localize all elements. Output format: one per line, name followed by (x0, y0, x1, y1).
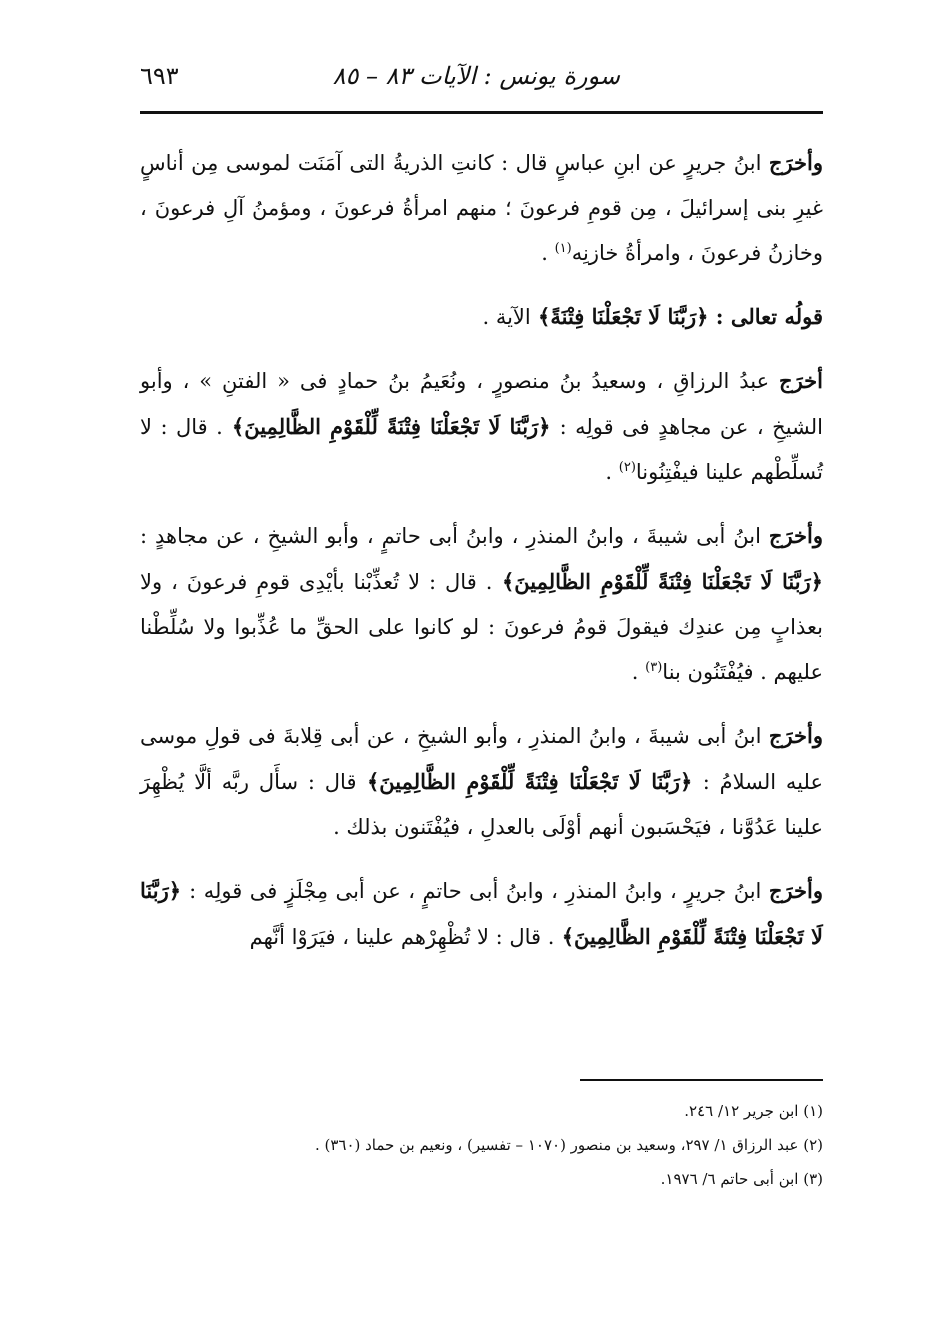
quran-verse: ﴿رَبَّنَا لَا تَجْعَلْنَا فِتْنَةً لِّلْقَوْمِ الظَّالِمِينَ﴾ (356, 769, 703, 794)
paragraph-text: الآية . (482, 305, 531, 329)
footnote-divider (580, 1079, 823, 1081)
footnote-reference: (١) (554, 241, 572, 256)
paragraph-text-continued: . قال : لا تُظْهِرْهم علينا ، فيَرَوْا أنَّهم (249, 925, 555, 949)
footnote-1: (١) ابن جرير ١٢/ ٢٤٦. (684, 1102, 823, 1120)
paragraph-text: عبدُ الرزاقِ ، وسعيدُ بنُ منصورٍ ، ونُعَيمُ بنُ حمادٍ فى « الفتنِ » ، وأبو الشيخِ ، عن مجاهدٍ فى قولِه : (140, 369, 824, 439)
paragraph-lead: وأخرَج (768, 723, 823, 748)
paragraph-6 (140, 868, 823, 960)
paragraph-end: . (541, 241, 555, 265)
paragraph-text-continued: . قال : لا تُعذِّبْنا بأيْدِى قومِ فرعونَ ، ولا بعذابٍ مِن عندِك فيقولَ قومُ فرعونَ : لو كانوا على الحقِّ ما عُذِّبوا ولا سُلِّطْنا عليهم . فيُفْتَنُون بنا (140, 570, 823, 684)
paragraph-5 (140, 713, 823, 850)
paragraph-lead: وأخرَج (768, 150, 823, 175)
paragraph-text: ابنُ أبى شيبةَ ، وابنُ المنذرِ ، وأبو الشيخِ ، عن أبى قِلابةَ فى قولِ موسى عليه السلامُ : (140, 724, 823, 794)
footnotes (140, 1094, 823, 1196)
paragraph-4 (140, 513, 823, 695)
footnote-reference: (٢) (618, 460, 636, 475)
page-header (140, 58, 820, 98)
quran-verse: ﴿رَبَّنَا لَا تَجْعَلْنَا فِتْنَةً﴾ (530, 304, 716, 329)
paragraph-lead: قولُه تعالى : (715, 304, 823, 329)
main-text (140, 140, 823, 978)
paragraph-1 (140, 140, 823, 276)
paragraph-text: ابنُ جريرٍ عن ابنِ عباسٍ قال : كانتِ الذريةُ التى آمَنَت لموسى مِن أناسٍ غيرِ بنى إسرائيلَ ، مِن قومِ فرعونَ ؛ منهم امرأةُ فرعونَ ، ومؤمنُ آلِ فرعونَ ، وخازنُ فرعونَ ، وامرأةُ خازنِه (140, 151, 823, 265)
paragraph-lead: وأخرَج (768, 878, 823, 903)
paragraph-end: . (605, 460, 619, 484)
quran-verse: ﴿رَبَّنَا لَا تَجْعَلْنَا فِتْنَةً لِّلْقَوْمِ الظَّالِمِينَ﴾ (222, 414, 560, 439)
paragraph-text-continued: قال : سأَل ربَّه ألَّا يُظْهِرَ علينا عَدُوَّنا ، فيَحْسَبون أنهم أوْلَى بالعدلِ ، فيُفْتَنون بذلك . (140, 770, 823, 839)
footnote-3: (٣) ابن أبى حاتم ٦/ ١٩٧٦. (660, 1170, 823, 1188)
paragraph-text: ابنُ أبى شيبةَ ، وابنُ المنذرِ ، وابنُ أبى حاتمٍ ، وأبو الشيخِ ، عن مجاهدٍ : (140, 524, 769, 548)
paragraph-end: . (631, 660, 646, 684)
quran-verse: ﴿رَبَّنَا لَا تَجْعَلْنَا فِتْنَةً لِّلْقَوْمِ الظَّالِمِينَ﴾ (140, 878, 823, 949)
paragraph-text-continued: . قال : لا تُسلِّطْهم علينا فيفْتِنُونا (140, 415, 823, 484)
header-divider (140, 111, 823, 114)
running-title: سورة يونس : الآيات ٨٣ – ٨٥ (332, 62, 620, 90)
paragraph-3 (140, 358, 823, 495)
paragraph-lead: أخرَج (779, 368, 823, 393)
footnote-2: (٢) عبد الرزاق ١/ ٢٩٧، وسعيد بن منصور (١٠٧٠ – تفسير) ، ونعيم بن حماد (٣٦٠) . (314, 1136, 823, 1154)
quran-verse: ﴿رَبَّنَا لَا تَجْعَلْنَا فِتْنَةً لِّلْقَوْمِ الظَّالِمِينَ﴾ (492, 569, 823, 594)
page-number: ٦٩٣ (140, 62, 179, 90)
paragraph-text: ابنُ جريرٍ ، وابنُ المنذرِ ، وابنُ أبى حاتمٍ ، عن أبى مِجْلَزٍ فى قولِه : (189, 879, 769, 903)
paragraph-lead: وأخرَج (768, 523, 823, 548)
footnote-reference: (٣) (645, 660, 663, 675)
paragraph-2 (140, 294, 823, 340)
